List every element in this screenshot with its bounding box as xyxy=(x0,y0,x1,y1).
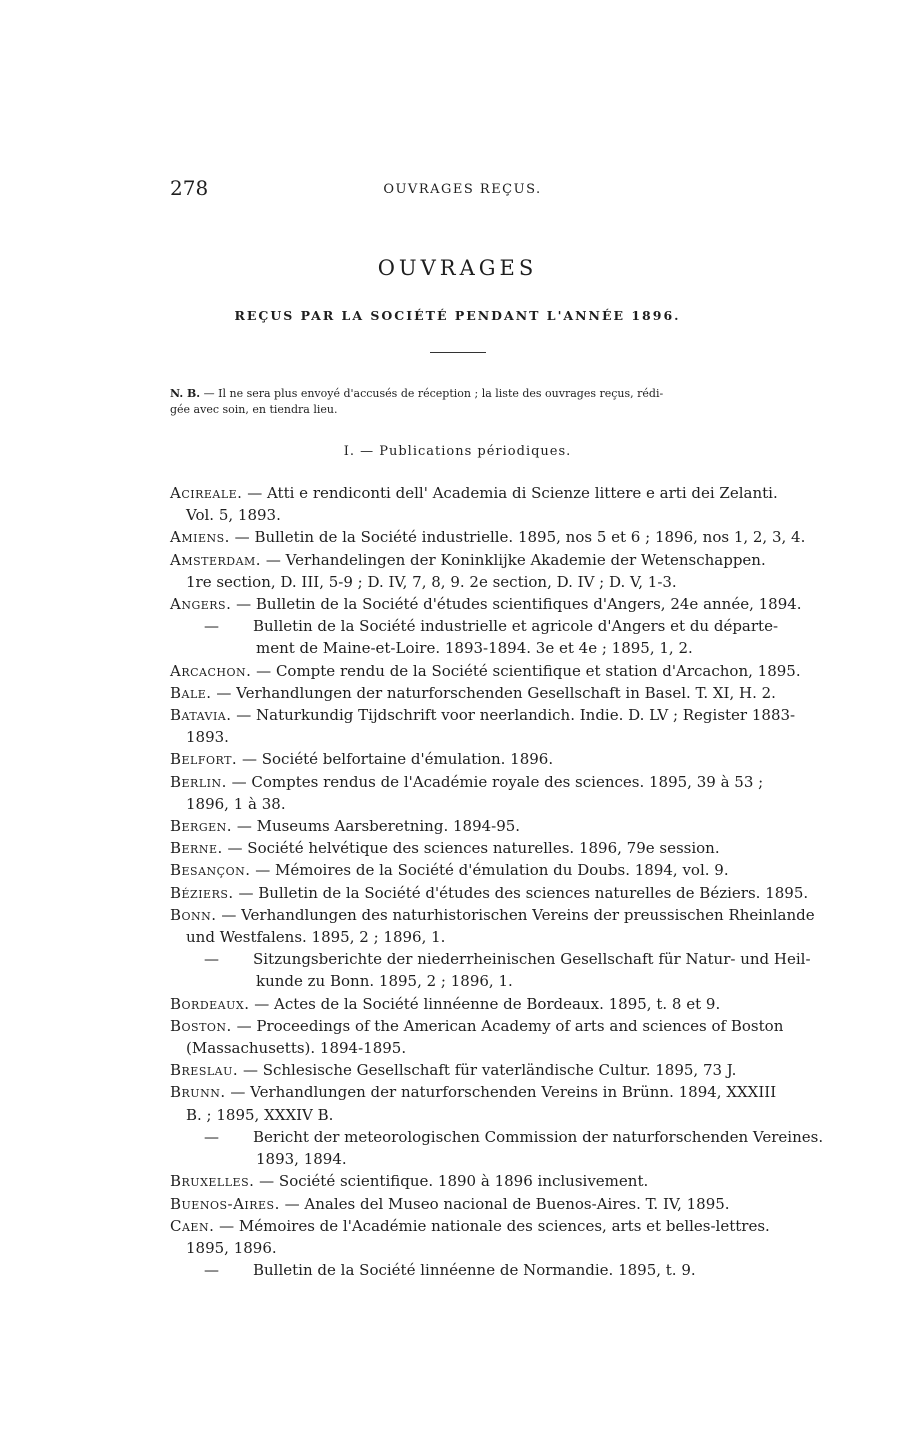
entry-line xyxy=(170,549,766,571)
list-item xyxy=(170,1170,755,1192)
list-item xyxy=(170,1259,755,1281)
entry-city: Bruxelles. xyxy=(170,1172,255,1191)
entry-line: (Massachusetts). 1894-1895. xyxy=(186,1039,407,1058)
entry-line: 1893, 1894. xyxy=(256,1150,347,1169)
entry-line xyxy=(170,1059,755,1081)
list-item xyxy=(170,748,755,770)
entry-line xyxy=(170,482,778,504)
entry-city: Boston. xyxy=(170,1016,232,1035)
entry-city: Amiens. xyxy=(170,528,230,547)
note-text-1: — Il ne sera plus envoyé d'accusés de réception ; la liste des ouvrages reçus, rédi- xyxy=(200,387,664,400)
entry-line xyxy=(170,1015,784,1037)
entry-line: 1893. xyxy=(186,728,229,747)
list-item xyxy=(170,1015,784,1059)
entry-text: — Proceedings of the American Academy of arts and sciences of Boston xyxy=(231,1016,784,1035)
entry-city: Berlin. xyxy=(170,772,227,791)
entry-list xyxy=(170,482,824,1281)
entry-text: Bulletin de la Société linnéenne de Normandie. 1895, t. 9. xyxy=(253,1261,696,1280)
list-item xyxy=(170,1215,770,1259)
entry-text: — Verhandlungen der naturforschenden Vereins in Brünn. 1894, XXXIII xyxy=(225,1083,777,1102)
entry-line xyxy=(170,837,755,859)
entry-line xyxy=(170,948,811,970)
entry-text: — Bulletin de la Société d'études scientifiques d'Angers, 24e année, 1894. xyxy=(231,595,802,614)
entry-text: — Société scientifique. 1890 à 1896 inclusivement. xyxy=(254,1172,649,1191)
entry-line xyxy=(170,859,755,881)
list-item xyxy=(170,593,802,615)
entry-city: Béziers. xyxy=(170,883,234,902)
entry-text: — Compte rendu de la Société scientifique et station d'Arcachon, 1895. xyxy=(251,661,801,680)
entry-line xyxy=(170,682,776,704)
list-item xyxy=(170,948,811,992)
entry-text: — Anales del Museo nacional de Buenos-Aires. T. IV, 1895. xyxy=(279,1194,730,1213)
list-item xyxy=(170,1126,824,1170)
entry-text: — Naturkundig Tijdschrift voor neerlandich. Indie. D. LV ; Register 1883- xyxy=(231,706,796,725)
list-item xyxy=(170,1059,755,1081)
list-item xyxy=(170,704,796,748)
list-item xyxy=(170,1193,755,1215)
note-line-2: gée avec soin, en tiendra lieu. xyxy=(170,403,338,416)
list-item xyxy=(170,549,766,593)
entry-city: Amsterdam. xyxy=(170,550,262,569)
note-label: N. B. xyxy=(170,387,201,400)
entry-line xyxy=(170,993,755,1015)
entry-line xyxy=(170,1126,824,1148)
list-item xyxy=(170,771,764,815)
list-item xyxy=(170,837,755,859)
divider-rule xyxy=(430,352,486,353)
entry-line xyxy=(170,1259,755,1281)
running-head xyxy=(170,176,755,200)
entry-line xyxy=(170,526,806,548)
entry-text: Sitzungsberichte der niederrheinischen Gesellschaft für Natur- und Heil- xyxy=(253,950,811,969)
entry-line: B. ; 1895, XXXIV B. xyxy=(186,1105,334,1124)
entry-text: — Comptes rendus de l'Académie royale des sciences. 1895, 39 à 53 ; xyxy=(226,772,764,791)
entry-city: Arcachon. xyxy=(170,661,252,680)
entry-line: und Westfalens. 1895, 2 ; 1896, 1. xyxy=(186,928,446,947)
entry-line xyxy=(170,1215,770,1237)
entry-text: Bericht der meteorologischen Commission der naturforschenden Vereines. xyxy=(253,1127,824,1146)
entry-text: — Société helvétique des sciences naturelles. 1896, 79e session. xyxy=(222,839,720,858)
list-item xyxy=(170,904,815,948)
entry-text: — Verhandlungen des naturhistorischen Vereins der preussischen Rheinlande xyxy=(216,905,815,924)
entry-text: — Mémoires de la Société d'émulation du Doubs. 1894, vol. 9. xyxy=(250,861,729,880)
entry-line xyxy=(170,1193,755,1215)
entry-line xyxy=(170,1081,777,1103)
entry-city: Buenos-Aires. xyxy=(170,1194,280,1213)
editorial-note xyxy=(170,386,755,418)
entry-text: — Actes de la Société linnéenne de Bordeaux. 1895, t. 8 et 9. xyxy=(249,994,721,1013)
entry-city: Breslau. xyxy=(170,1061,239,1080)
subtitle: REÇUS PAR LA SOCIÉTÉ PENDANT L'ANNÉE 1896. xyxy=(234,308,681,323)
list-item xyxy=(170,615,779,659)
entry-city: Bergen. xyxy=(170,817,233,836)
entry-line xyxy=(170,771,764,793)
entry-city: Angers. xyxy=(170,595,232,614)
list-item xyxy=(170,682,776,704)
entry-city: Caen. xyxy=(170,1216,215,1235)
list-item xyxy=(170,993,755,1015)
entry-text: — Bulletin de la Société d'études des sciences naturelles de Béziers. 1895. xyxy=(233,883,809,902)
entry-line: Vol. 5, 1893. xyxy=(186,506,281,525)
entry-line: 1re section, D. III, 5-9 ; D. IV, 7, 8, 9. 2e section, D. IV ; D. V, 1-3. xyxy=(186,572,677,591)
ditto-mark: — xyxy=(204,950,219,969)
entry-city: Bonn. xyxy=(170,905,217,924)
entry-line xyxy=(170,704,796,726)
entry-line xyxy=(170,748,755,770)
entry-line: 1895, 1896. xyxy=(186,1238,277,1257)
entry-line: kunde zu Bonn. 1895, 2 ; 1896, 1. xyxy=(256,972,513,991)
entry-line: ment de Maine-et-Loire. 1893-1894. 3e et 4e ; 1895, 1, 2. xyxy=(256,639,693,658)
entry-line xyxy=(170,1170,755,1192)
list-item xyxy=(170,882,809,904)
entry-city: Batavia. xyxy=(170,706,232,725)
running-title: OUVRAGES REÇUS. xyxy=(383,182,542,197)
entry-text: — Mémoires de l'Académie nationale des sciences, arts et belles-lettres. xyxy=(214,1216,770,1235)
main-title: OUVRAGES xyxy=(377,256,538,280)
entry-line xyxy=(170,815,755,837)
entry-city: Acireale. xyxy=(170,484,243,502)
list-item xyxy=(170,1081,777,1125)
entry-text: — Atti e rendiconti dell' Academia di Scienze littere e arti dei Zelanti. xyxy=(242,484,778,502)
page-number: 278 xyxy=(170,176,209,200)
entry-city: Besançon. xyxy=(170,861,251,880)
list-item xyxy=(170,859,755,881)
entry-city: Belfort. xyxy=(170,750,238,769)
entry-line xyxy=(170,660,801,682)
entry-line xyxy=(170,593,802,615)
ditto-mark: — xyxy=(204,1261,219,1280)
entry-city: Brunn. xyxy=(170,1083,226,1102)
entry-line xyxy=(170,615,779,637)
note-line-1 xyxy=(170,386,755,402)
entry-text: Bulletin de la Société industrielle et agricole d'Angers et du départe- xyxy=(253,617,779,636)
list-item xyxy=(170,482,778,526)
entry-city: Bale. xyxy=(170,683,212,702)
entry-text: — Bulletin de la Société industrielle. 1895, nos 5 et 6 ; 1896, nos 1, 2, 3, 4. xyxy=(229,528,806,547)
ditto-mark: — xyxy=(204,617,219,636)
entry-text: — Schlesische Gesellschaft für vaterländische Cultur. 1895, 73 J. xyxy=(238,1061,737,1080)
entry-city: Berne. xyxy=(170,839,223,858)
entry-line xyxy=(170,904,815,926)
entry-text: — Museums Aarsberetning. 1894-95. xyxy=(232,817,521,836)
list-item xyxy=(170,815,755,837)
entry-line: 1896, 1 à 38. xyxy=(186,794,286,813)
entry-text: — Verhandelingen der Koninklijke Akademie der Wetenschappen. xyxy=(261,550,766,569)
entry-text: — Verhandlungen der naturforschenden Gesellschaft in Basel. T. XI, H. 2. xyxy=(211,683,776,702)
ditto-mark: — xyxy=(204,1127,219,1146)
entry-city: Bordeaux. xyxy=(170,994,250,1013)
entry-line xyxy=(170,882,809,904)
entry-text: — Société belfortaine d'émulation. 1896. xyxy=(237,750,554,769)
list-item xyxy=(170,526,806,548)
section-heading: I. — Publications périodiques. xyxy=(343,444,572,459)
list-item xyxy=(170,660,801,682)
